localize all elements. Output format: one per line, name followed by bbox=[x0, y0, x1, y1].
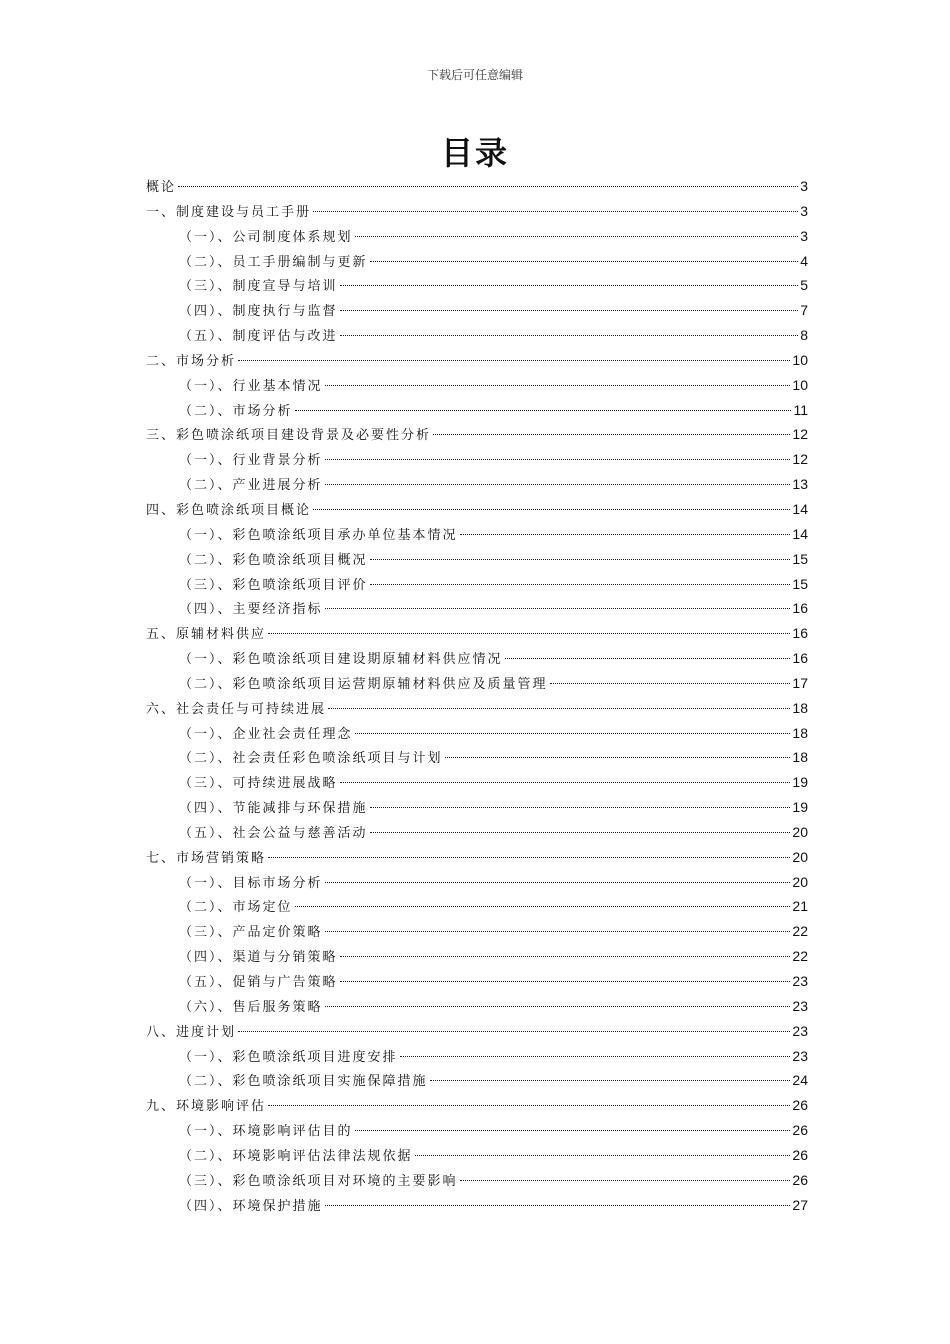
dot-leader bbox=[433, 434, 790, 435]
toc-entry-page: 3 bbox=[800, 227, 808, 244]
toc-entry-page: 20 bbox=[792, 823, 808, 840]
toc-entry-page: 3 bbox=[800, 202, 808, 219]
dot-leader bbox=[178, 186, 798, 187]
toc-entry-label: （四）、制度执行与监督 bbox=[179, 304, 338, 320]
dot-leader bbox=[550, 683, 791, 684]
toc-entry-page: 24 bbox=[792, 1072, 808, 1089]
toc-entry[interactable] bbox=[146, 547, 808, 572]
dot-leader bbox=[313, 211, 798, 212]
toc-entry-label: （一）、目标市场分析 bbox=[179, 875, 323, 891]
toc-entry[interactable] bbox=[146, 994, 808, 1019]
toc-entry-label: （三）、彩色喷涂纸项目评价 bbox=[179, 577, 368, 593]
toc-entry-page: 27 bbox=[792, 1196, 808, 1213]
toc-entry[interactable] bbox=[146, 919, 808, 944]
dot-leader bbox=[295, 906, 791, 907]
dot-leader bbox=[370, 559, 791, 560]
toc-entry[interactable] bbox=[146, 894, 808, 919]
toc-entry-label: （三）、彩色喷涂纸项目对环境的主要影响 bbox=[179, 1173, 458, 1189]
dot-leader bbox=[370, 807, 791, 808]
toc-entry[interactable] bbox=[146, 224, 808, 249]
toc-entry-page: 20 bbox=[792, 873, 808, 890]
dot-leader bbox=[370, 261, 799, 262]
toc-entry-label: （四）、主要经济指标 bbox=[179, 602, 323, 618]
toc-entry-page: 8 bbox=[800, 327, 808, 344]
dot-leader bbox=[430, 1080, 791, 1081]
toc-entry-page: 26 bbox=[792, 1097, 808, 1114]
toc-entry-label: （一）、彩色喷涂纸项目承办单位基本情况 bbox=[179, 527, 458, 543]
toc-entry-label: （二）、社会责任彩色喷涂纸项目与计划 bbox=[179, 751, 443, 767]
dot-leader bbox=[313, 509, 790, 510]
toc-entry-page: 3 bbox=[800, 178, 808, 194]
toc-entry-page: 19 bbox=[792, 799, 808, 816]
toc-entry-label: 八、进度计划 bbox=[146, 1024, 237, 1040]
toc-entry-label: （二）、彩色喷涂纸项目实施保障措施 bbox=[179, 1074, 428, 1090]
toc-entry[interactable] bbox=[146, 497, 808, 522]
toc-entry-page: 13 bbox=[792, 476, 808, 493]
dot-leader bbox=[505, 658, 791, 659]
toc-entry-page: 20 bbox=[792, 848, 808, 865]
toc-entry-page: 23 bbox=[792, 1022, 808, 1039]
toc-entry-page: 18 bbox=[792, 749, 808, 766]
toc-entry-label: （五）、社会公益与慈善活动 bbox=[179, 825, 368, 841]
dot-leader bbox=[325, 1205, 791, 1206]
toc-entry[interactable] bbox=[146, 646, 808, 671]
toc-entry[interactable] bbox=[146, 721, 808, 746]
toc-entry-label: （二）、环境影响评估法律法规依据 bbox=[179, 1148, 413, 1164]
toc-entry-page: 10 bbox=[792, 351, 808, 368]
toc-entry[interactable] bbox=[146, 373, 808, 398]
toc-entry-page: 12 bbox=[792, 451, 808, 468]
toc-entry[interactable] bbox=[146, 820, 808, 845]
toc-entry[interactable] bbox=[146, 1093, 808, 1118]
toc-entry[interactable] bbox=[146, 1044, 808, 1069]
dot-leader bbox=[355, 236, 799, 237]
toc-entry[interactable] bbox=[146, 1118, 808, 1143]
toc-entry[interactable] bbox=[146, 1193, 808, 1218]
toc-entry-label: （三）、可持续进展战略 bbox=[179, 776, 338, 792]
toc-entry-label: （一）、公司制度体系规划 bbox=[179, 229, 353, 245]
toc-entry-label: （二）、员工手册编制与更新 bbox=[179, 254, 368, 270]
toc-entry[interactable] bbox=[146, 348, 808, 373]
toc-entry[interactable] bbox=[146, 969, 808, 994]
dot-leader bbox=[355, 733, 791, 734]
toc-entry[interactable] bbox=[146, 596, 808, 621]
toc-entry-label: （三）、产品定价策略 bbox=[179, 925, 323, 941]
toc-entry-label: （一）、彩色喷涂纸项目进度安排 bbox=[179, 1049, 398, 1065]
toc-entry-label: （一）、彩色喷涂纸项目建设期原辅材料供应情况 bbox=[179, 652, 503, 668]
dot-leader bbox=[325, 608, 791, 609]
toc-entry[interactable] bbox=[146, 298, 808, 323]
toc-entry-page: 23 bbox=[792, 973, 808, 989]
toc-entry-label: 六、社会责任与可持续进展 bbox=[146, 701, 327, 717]
dot-leader bbox=[325, 1006, 791, 1007]
toc-entry-label: 四、彩色喷涂纸项目概论 bbox=[146, 502, 312, 518]
toc-entry-page: 26 bbox=[792, 1122, 808, 1139]
toc-entry-page: 7 bbox=[800, 302, 808, 319]
toc-entry-label: 一、制度建设与员工手册 bbox=[146, 204, 312, 220]
toc-entry-label: （一）、行业背景分析 bbox=[179, 453, 323, 469]
toc-entry-label: 九、环境影响评估 bbox=[146, 1099, 267, 1115]
dot-leader bbox=[325, 882, 791, 883]
toc-entry-page: 18 bbox=[792, 699, 808, 716]
dot-leader bbox=[325, 484, 791, 485]
toc-entry-label: （五）、促销与广告策略 bbox=[179, 975, 338, 990]
toc-entry[interactable] bbox=[146, 770, 808, 795]
toc-entry-page: 10 bbox=[792, 376, 808, 393]
toc-entry-page: 16 bbox=[792, 600, 808, 617]
toc-entry-label: （六）、售后服务策略 bbox=[179, 999, 323, 1015]
toc-entry[interactable] bbox=[146, 398, 808, 423]
toc-entry[interactable] bbox=[146, 249, 808, 274]
dot-leader bbox=[340, 335, 799, 336]
toc-entry-label: 七、市场营销策略 bbox=[146, 850, 267, 866]
toc-entry[interactable] bbox=[146, 199, 808, 224]
dot-leader bbox=[325, 385, 791, 386]
toc-entry-page: 4 bbox=[800, 252, 808, 269]
dot-leader bbox=[325, 459, 791, 460]
dot-leader bbox=[460, 534, 791, 535]
dot-leader bbox=[268, 633, 790, 634]
toc-entry-page: 21 bbox=[792, 898, 808, 915]
dot-leader bbox=[325, 931, 791, 932]
dot-leader bbox=[445, 757, 791, 758]
toc-entry[interactable] bbox=[146, 323, 808, 348]
dot-leader bbox=[295, 410, 792, 411]
toc-entry-page: 26 bbox=[792, 1146, 808, 1163]
toc-entry-label: （二）、产业进展分析 bbox=[179, 478, 323, 494]
header-note: 下载后可任意编辑 bbox=[426, 68, 523, 82]
toc-entry[interactable] bbox=[146, 447, 808, 472]
dot-leader bbox=[355, 1130, 791, 1131]
toc-entry-label: （五）、制度评估与改进 bbox=[179, 329, 338, 345]
toc-entry-label: 二、市场分析 bbox=[146, 353, 237, 369]
toc-entry-label: （二）、市场定位 bbox=[179, 900, 293, 916]
toc-entry-label: 三、彩色喷涂纸项目建设背景及必要性分析 bbox=[146, 428, 432, 444]
toc-entry[interactable] bbox=[146, 944, 808, 969]
dot-leader bbox=[238, 1031, 790, 1032]
dot-leader bbox=[370, 584, 791, 585]
toc-entry[interactable] bbox=[146, 745, 808, 770]
toc-entry-page: 16 bbox=[792, 625, 808, 642]
toc-entry[interactable] bbox=[146, 795, 808, 820]
toc-entry[interactable] bbox=[146, 1019, 808, 1044]
dot-leader bbox=[460, 1180, 791, 1181]
toc-entry-page: 5 bbox=[800, 277, 808, 294]
toc-entry-label: （二）、彩色喷涂纸项目运营期原辅材料供应及质量管理 bbox=[179, 676, 548, 692]
dot-leader bbox=[268, 1105, 790, 1106]
toc-entry[interactable] bbox=[146, 522, 808, 547]
toc-entry-page: 14 bbox=[792, 500, 808, 517]
toc-entry[interactable] bbox=[146, 572, 808, 597]
toc-entry[interactable] bbox=[146, 870, 808, 895]
toc-entry-page: 22 bbox=[792, 948, 808, 965]
dot-leader bbox=[268, 857, 790, 858]
table-of-contents bbox=[146, 174, 808, 1217]
toc-entry-page: 23 bbox=[792, 1047, 808, 1064]
dot-leader bbox=[340, 782, 791, 783]
toc-entry[interactable] bbox=[146, 174, 808, 199]
toc-entry[interactable] bbox=[146, 845, 808, 870]
toc-entry-label: （二）、市场分析 bbox=[179, 403, 293, 419]
toc-entry-label: （四）、环境保护措施 bbox=[179, 1198, 323, 1214]
toc-entry[interactable] bbox=[146, 1143, 808, 1168]
toc-entry-page: 26 bbox=[792, 1171, 808, 1188]
dot-leader bbox=[328, 708, 790, 709]
toc-entry-page: 15 bbox=[792, 575, 808, 592]
toc-entry[interactable] bbox=[146, 422, 808, 447]
toc-entry[interactable] bbox=[146, 273, 808, 298]
dot-leader bbox=[340, 956, 791, 957]
toc-entry[interactable] bbox=[146, 1068, 808, 1093]
toc-entry-page: 18 bbox=[792, 724, 808, 741]
dot-leader bbox=[370, 832, 791, 833]
toc-entry-page: 12 bbox=[792, 426, 808, 443]
toc-entry[interactable] bbox=[146, 1168, 808, 1193]
toc-entry-page: 23 bbox=[792, 997, 808, 1014]
toc-entry[interactable] bbox=[146, 671, 808, 696]
toc-entry-label: （一）、环境影响评估目的 bbox=[179, 1124, 353, 1140]
toc-entry[interactable] bbox=[146, 621, 808, 646]
toc-entry-page: 15 bbox=[792, 550, 808, 567]
toc-entry[interactable] bbox=[146, 696, 808, 721]
toc-entry-page: 14 bbox=[792, 525, 808, 542]
toc-entry[interactable] bbox=[146, 472, 808, 497]
toc-entry-label: （一）、企业社会责任理念 bbox=[179, 726, 353, 742]
toc-entry-label: （一）、行业基本情况 bbox=[179, 378, 323, 394]
toc-entry-label: （四）、渠道与分销策略 bbox=[179, 950, 338, 966]
toc-entry-label: （三）、制度宣导与培训 bbox=[179, 279, 338, 295]
toc-entry-page: 19 bbox=[792, 774, 808, 791]
toc-entry-page: 16 bbox=[792, 650, 808, 667]
toc-entry-label: （二）、彩色喷涂纸项目概况 bbox=[179, 552, 368, 568]
toc-entry-page: 11 bbox=[793, 401, 808, 418]
toc-entry-label: 概论 bbox=[146, 180, 177, 195]
toc-entry-page: 22 bbox=[792, 923, 808, 940]
dot-leader bbox=[340, 981, 791, 982]
dot-leader bbox=[415, 1155, 791, 1156]
toc-entry-page: 17 bbox=[792, 674, 808, 691]
toc-title: 目录 bbox=[440, 134, 509, 172]
dot-leader bbox=[340, 310, 799, 311]
toc-entry-label: 五、原辅材料供应 bbox=[146, 627, 267, 643]
dot-leader bbox=[340, 285, 799, 286]
toc-entry-label: （四）、节能减排与环保措施 bbox=[179, 801, 368, 817]
dot-leader bbox=[400, 1056, 791, 1057]
dot-leader bbox=[238, 360, 790, 361]
